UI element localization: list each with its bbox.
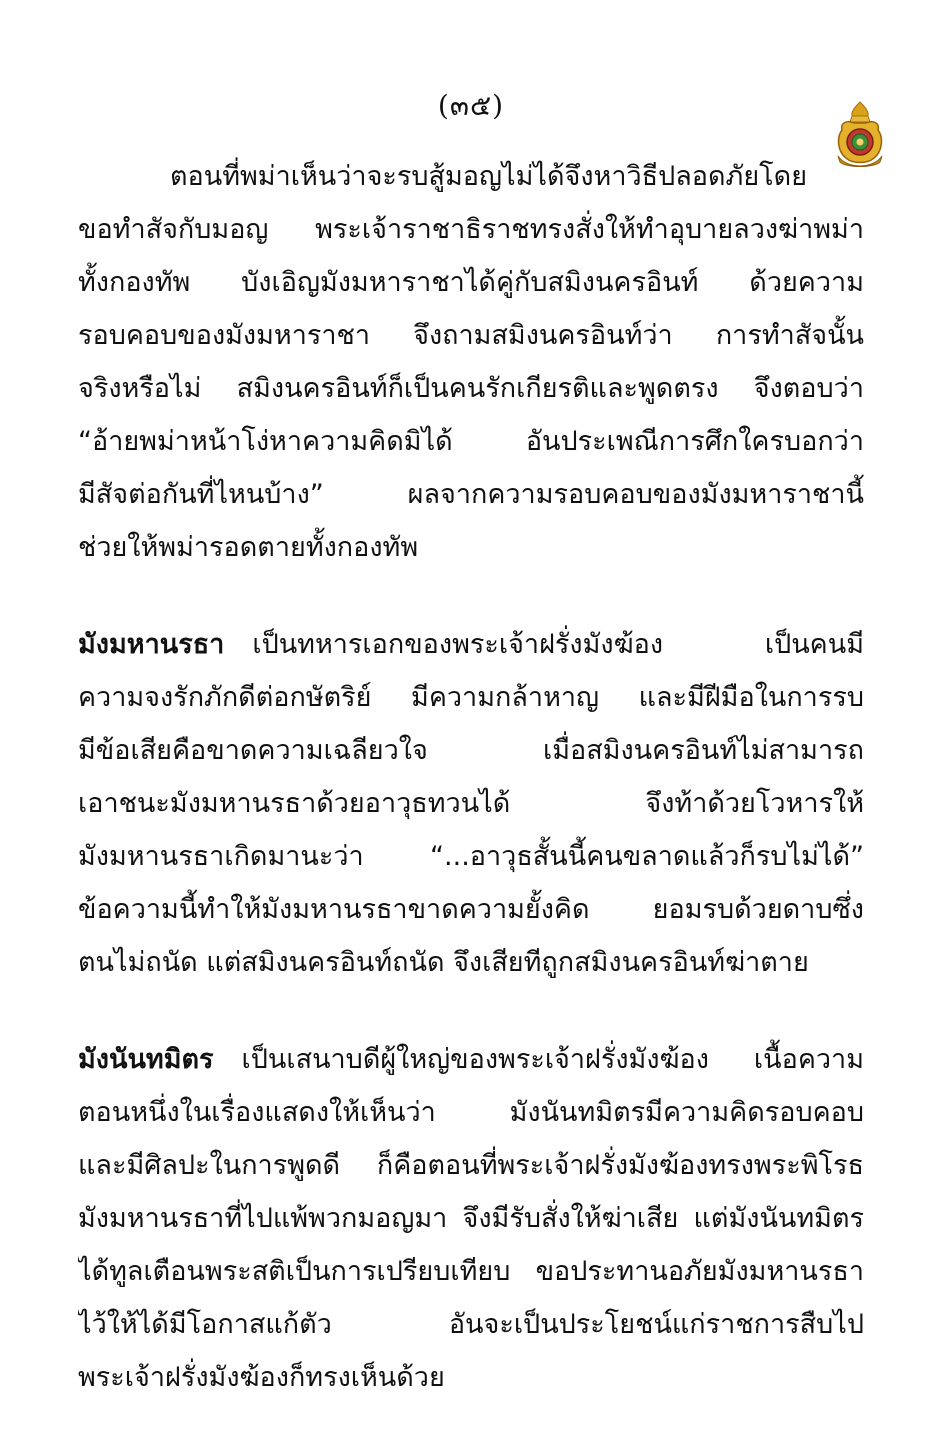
paragraph-mang-nantha-mit xyxy=(78,1033,864,1404)
paragraph-line: ขอทำสัจกับมอญ พระเจ้าราชาธิราชทรงสั่งให้ทำอุบายลวงฆ่าพม่า xyxy=(78,214,864,245)
paragraph-line: มีข้อเสียคือขาดความเฉลียวใจ เมื่อสมิงนครอินท์ไม่สามารถ xyxy=(78,735,864,766)
page-number: (๓๕) xyxy=(437,89,505,122)
paragraph-line: ความจงรักภักดีต่อกษัตริย์ มีความกล้าหาญ และมีฝีมือในการรบ xyxy=(78,682,864,713)
paragraph-first-line xyxy=(78,618,864,671)
paragraph-line: มังมหานรธาที่ไปแพ้พวกมอญมา จึงมีรับสั่งให้ฆ่าเสีย แต่มังนันทมิตร xyxy=(78,1203,864,1234)
character-name-heading: มังนันทมิตร xyxy=(78,1044,214,1075)
paragraph-line-text: เป็นเสนาบดีผู้ใหญ่ของพระเจ้าฝรั่งมังฆ้อง เนื้อความ xyxy=(241,1044,864,1075)
paragraph-line: มังมหานรธาเกิดมานะว่า “...อาวุธสั้นนี้คนขลาดแล้วก็รบไม่ได้” xyxy=(78,841,864,872)
paragraph-first-line xyxy=(78,1033,864,1086)
paragraph-line: “อ้ายพม่าหน้าโง่หาความคิดมิได้ อันประเพณีการศึกใครบอกว่า xyxy=(78,426,864,457)
paragraph-line: ไว้ให้ได้มีโอกาสแก้ตัว อันจะเป็นประโยชน์แก่ราชการสืบไป xyxy=(78,1309,864,1340)
paragraph-line: ทั้งกองทัพ บังเอิญมังมหาราชาได้คู่กับสมิงนครอินท์ ด้วยความ xyxy=(78,267,864,298)
paragraph-line: ตนไม่ถนัด แต่สมิงนครอินท์ถนัด จึงเสียทีถูกสมิงนครอินท์ฆ่าตาย xyxy=(78,947,809,978)
paragraph-line: มีสัจต่อกันที่ไหนบ้าง” ผลจากความรอบคอบของมังมหาราชานี้ xyxy=(78,479,864,510)
paragraph-line: ตอนหนึ่งในเรื่องแสดงให้เห็นว่า มังนันทมิตรมีความคิดรอบคอบ xyxy=(78,1097,864,1128)
paragraph-line: พระเจ้าฝรั่งมังฆ้องก็ทรงเห็นด้วย xyxy=(78,1362,445,1393)
character-name-heading: มังมหานรธา xyxy=(78,629,225,660)
paragraph-line: จริงหรือไม่ สมิงนครอินท์ก็เป็นคนรักเกียรติและพูดตรง จึงตอบว่า xyxy=(78,373,864,404)
paragraph-line: และมีศิลปะในการพูดดี ก็คือตอนที่พระเจ้าฝรั่งมังฆ้องทรงพระพิโรธ xyxy=(78,1150,864,1181)
paragraph-line: ได้ทูลเตือนพระสติเป็นการเปรียบเทียบ ขอประทานอภัยมังมหานรธา xyxy=(78,1256,864,1287)
paragraph-line: รอบคอบของมังมหาราชา จึงถามสมิงนครอินท์ว่า การทำสัจนั้น xyxy=(78,320,864,351)
body-text xyxy=(78,150,864,1404)
paragraph-line: เอาชนะมังมหานรธาด้วยอาวุธทวนได้ จึงท้าด้วยโวหารให้ xyxy=(78,788,864,819)
paragraph-sam-jakr xyxy=(78,150,864,574)
paragraph-mang-maha-narata xyxy=(78,618,864,989)
paragraph-line-text: เป็นทหารเอกของพระเจ้าฝรั่งมังฆ้อง เป็นคนมี xyxy=(252,629,864,660)
paragraph-line: ตอนที่พม่าเห็นว่าจะรบสู้มอญไม่ได้จึงหาวิธีปลอดภัยโดย xyxy=(170,161,808,192)
paragraph-line: ข้อความนี้ทำให้มังมหานรธาขาดความยั้งคิด ยอมรบด้วยดาบซึ่ง xyxy=(78,894,864,925)
paragraph-line: ช่วยให้พม่ารอดตายทั้งกองทัพ xyxy=(78,532,419,563)
